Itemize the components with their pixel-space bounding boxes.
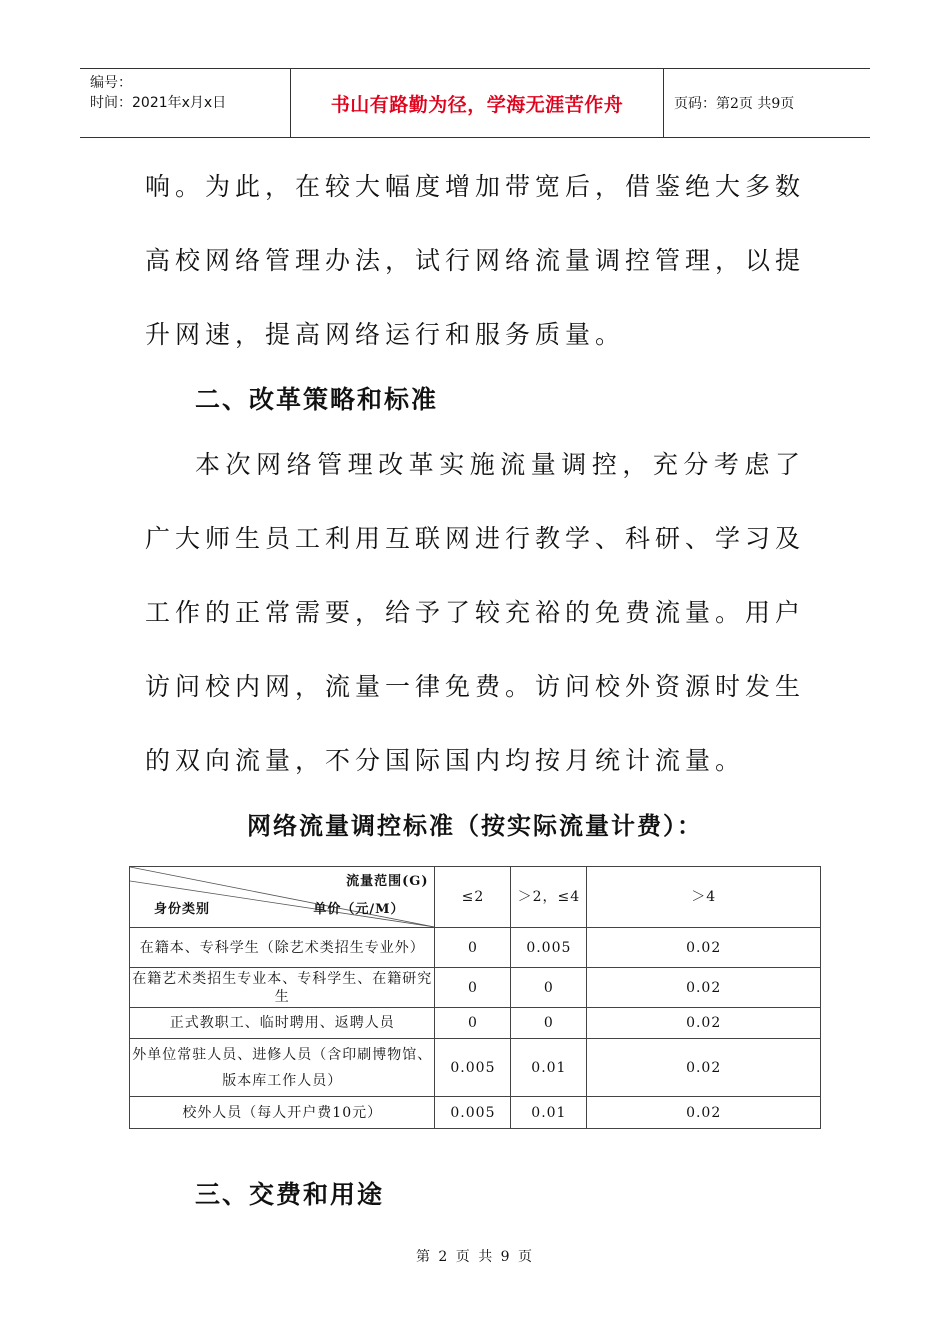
row-value: 0: [511, 968, 587, 1008]
table-row: [130, 1039, 821, 1097]
paragraph-strategy: 本次网络管理改革实施流量调控，充分考虑了广大师生员工利用互联网进行教学、科研、学习及工作的正常需要，给予了较充裕的免费流量。用户访问校内网，流量一律免费。访问校外资源时发生的双向流量，不分国际国内均按月统计流量。: [145, 450, 806, 775]
row-value: 0.02: [587, 968, 821, 1008]
row-value: 0: [511, 1008, 587, 1039]
row-value: 0.01: [511, 1097, 587, 1129]
row-value: 0.02: [587, 1008, 821, 1039]
corner-price-label: 单价（元/M）: [313, 902, 405, 917]
row-value: 0.02: [587, 1039, 821, 1097]
row-value: 0: [435, 968, 511, 1008]
page-header: [80, 68, 870, 138]
document-number-label: 编号：: [90, 75, 132, 91]
row-category: 校外人员（每人开户费10元）: [130, 1097, 435, 1129]
header-page-info: 页码：第2页 共9页: [674, 96, 795, 112]
row-value: 0: [435, 1008, 511, 1039]
row-value: 0.005: [435, 1097, 511, 1129]
header-meta: [80, 69, 291, 137]
row-value: 0: [435, 928, 511, 968]
corner-range-label: 流量范围(G): [346, 874, 429, 889]
table-corner-cell: [130, 867, 435, 928]
section-heading-3: 三、交费和用途: [195, 1180, 385, 1209]
flow-rate-table: [129, 866, 821, 1129]
row-value: 0.005: [435, 1039, 511, 1097]
page-footer: 第 2 页 共 9 页: [415, 1249, 535, 1265]
row-category: 外单位常驻人员、进修人员（含印刷博物馆、版本库工作人员）: [130, 1039, 435, 1097]
column-header: ＞2，≤4: [511, 867, 587, 928]
row-value: 0.01: [511, 1039, 587, 1097]
table-row: [130, 1008, 821, 1039]
table-row: [130, 1097, 821, 1129]
corner-type-label: 身份类别: [154, 902, 211, 917]
document-time-label: 时间：2021年x月x日: [90, 95, 227, 111]
table-caption: 网络流量调控标准（按实际流量计费）：: [247, 812, 703, 840]
header-motto: 书山有路勤为径，学海无涯苦作舟: [291, 69, 664, 137]
row-category: 正式教职工、临时聘用、返聘人员: [130, 1008, 435, 1039]
row-category: 在籍艺术类招生专业本、专科学生、在籍研究生: [130, 968, 435, 1008]
column-header: ＞4: [587, 867, 821, 928]
table-row: [130, 968, 821, 1008]
row-value: 0.005: [511, 928, 587, 968]
section-heading-2: 二、改革策略和标准: [195, 385, 439, 414]
paragraph-intro: 响。为此，在较大幅度增加带宽后，借鉴绝大多数高校网络管理办法，试行网络流量调控管理，以提升网速，提高网络运行和服务质量。: [145, 172, 806, 349]
table-row: [130, 928, 821, 968]
table-header-row: [130, 867, 821, 928]
row-value: 0.02: [587, 928, 821, 968]
row-category: 在籍本、专科学生（除艺术类招生专业外）: [130, 928, 435, 968]
row-value: 0.02: [587, 1097, 821, 1129]
column-header: ≤2: [435, 867, 511, 928]
